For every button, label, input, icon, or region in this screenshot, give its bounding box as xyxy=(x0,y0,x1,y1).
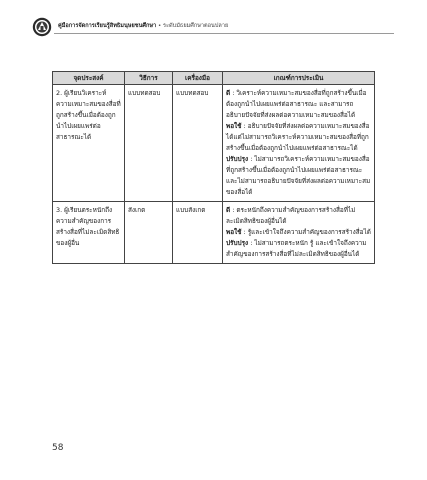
criteria-good xyxy=(226,205,371,227)
criteria-text: : ไม่สามารถวิเคราะห์ความเหมาะสมของสื่อที่ถูกสร้างขึ้นเมื่อต้องถูกนำไปเผยแพร่ต่อสาธารณะและไม่สามารถอธิบายปัจจัยที่ส่งผลต่อความเหมาะสมของสื่อได้ xyxy=(226,155,371,196)
criteria-label: ดี xyxy=(226,206,231,214)
criteria-improve xyxy=(226,238,371,260)
emblem-logo-icon xyxy=(32,17,52,37)
page-number: 58 xyxy=(52,443,64,453)
criteria-label: ปรับปรุง xyxy=(226,155,249,163)
criteria-label: ดี xyxy=(226,89,231,97)
criteria-text: : อธิบายปัจจัยที่ส่งผลต่อความเหมาะสมของสื่อได้แต่ไม่สามารถวิเคราะห์ความเหมาะสมของสื่อที่ถูกสร้างขึ้นเมื่อต้องถูกนำไปเผยแพร่ต่อสาธารณะได้ xyxy=(226,122,370,152)
column-header-method: วิธีการ xyxy=(125,72,173,85)
table-header-row xyxy=(53,72,375,85)
criteria-fair xyxy=(226,121,371,154)
criteria-label: พอใช้ xyxy=(226,228,242,236)
table-row xyxy=(53,85,375,202)
header-subtitle: • ระดับมัธยมศึกษาตอนปลาย xyxy=(156,23,229,29)
tool-cell: แบบทดสอบ xyxy=(173,85,223,202)
column-header-objective: จุดประสงค์ xyxy=(53,72,125,85)
assessment-table xyxy=(52,71,375,264)
criteria-cell xyxy=(223,85,375,202)
criteria-text: : วิเคราะห์ความเหมาะสมของสื่อที่ถูกสร้างขึ้นเมื่อต้องถูกนำไปเผยแพร่ต่อสาธารณะ และสามารถอธิบายปัจจัยที่ส่งผลต่อความเหมาะสมของสื่อได้ xyxy=(226,89,367,119)
criteria-label: ปรับปรุง xyxy=(226,239,249,247)
column-header-tool: เครื่องมือ xyxy=(173,72,223,85)
criteria-text: : ตระหนักถึงความสำคัญของการสร้างสื่อที่ไม่ละเมิดสิทธิของผู้อื่นได้ xyxy=(226,206,356,225)
criteria-text: : ไม่สามารถตระหนัก รู้ และเข้าใจถึงความสำคัญของการสร้างสื่อที่ไม่ละเมิดสิทธิของผู้อื่นได้ xyxy=(226,239,367,258)
criteria-text: : รู้และเข้าใจถึงความสำคัญของการสร้างสื่อได้ xyxy=(241,228,371,236)
criteria-label: พอใช้ xyxy=(226,122,242,130)
objective-cell: 2. ผู้เรียนวิเคราะห์ความเหมาะสมของสื่อที่ถูกสร้างขึ้นเมื่อต้องถูกนำไปเผยแพร่ต่อสาธารณะได้ xyxy=(53,85,125,202)
objective-cell: 3. ผู้เรียนตระหนักถึงความสำคัญของการสร้างสื่อที่ไม่ละเมิดสิทธิของผู้อื่น xyxy=(53,202,125,264)
header-title-text: คู่มือการจัดการเรียนรู้สิทธิมนุษยชนศึกษา xyxy=(58,23,157,29)
page-header xyxy=(30,15,410,41)
header-title xyxy=(58,22,228,30)
table-row xyxy=(53,202,375,264)
criteria-good xyxy=(226,88,371,121)
method-cell: สังเกต xyxy=(125,202,173,264)
criteria-cell xyxy=(223,202,375,264)
tool-cell: แบบสังเกต xyxy=(173,202,223,264)
header-divider xyxy=(54,33,394,34)
method-cell: แบบทดสอบ xyxy=(125,85,173,202)
column-header-criteria: เกณฑ์การประเมิน xyxy=(223,72,375,85)
criteria-fair xyxy=(226,227,371,238)
criteria-improve xyxy=(226,154,371,198)
